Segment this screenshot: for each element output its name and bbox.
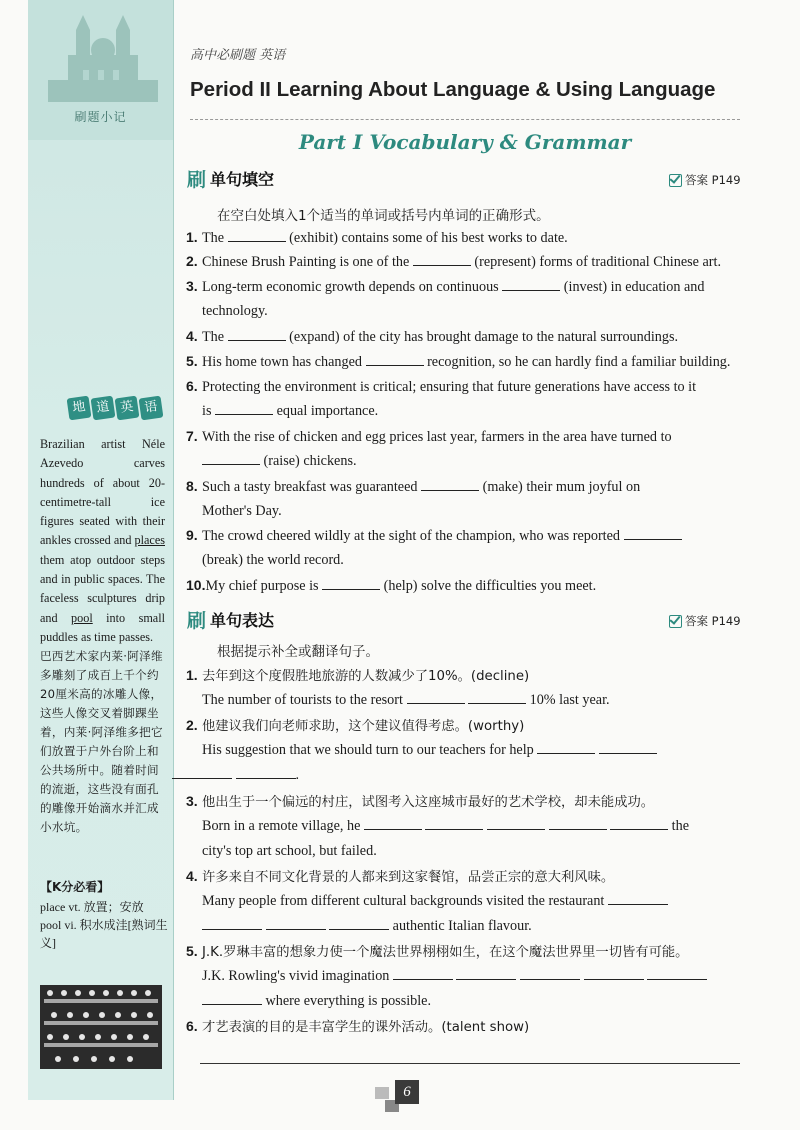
chinese-translation: 巴西艺术家内莱·阿泽维多雕刻了成百上千个约20厘米高的冰雕人像，这些人像交叉着脚踝坐着，内莱·阿泽维多把它们放置于户外台阶上和公共场所中。随着时间的流逝，这些没有面孔的雕像开始滴水并汇成小水坑。 bbox=[40, 649, 163, 834]
line-text: where everything is possible. bbox=[262, 993, 432, 1009]
vocab-note: pool vi. 积水成洼[熟词生义] bbox=[40, 918, 168, 950]
answer-reference bbox=[669, 613, 741, 629]
item-number: 4. bbox=[186, 328, 198, 344]
exercise-line bbox=[202, 452, 757, 470]
vocab-note: place vt. 放置；安放 bbox=[40, 900, 144, 914]
exercise-line bbox=[186, 1017, 741, 1037]
exercise-line bbox=[186, 377, 741, 396]
line-text: Long-term economic growth depends on continuous bbox=[202, 279, 503, 295]
english-passage bbox=[40, 435, 165, 647]
answer-blank[interactable] bbox=[266, 917, 326, 930]
answer-blank[interactable] bbox=[228, 229, 286, 242]
passage-text: them atop outdoor steps and in public spaces. The faceless sculptures drip and bbox=[40, 552, 165, 625]
exercise-line bbox=[186, 666, 741, 686]
line-text: The number of tourists to the resort bbox=[202, 692, 407, 708]
line-text: J.K. Rowling's vivid imagination bbox=[202, 968, 393, 984]
line-text: My chief purpose is bbox=[205, 578, 323, 594]
answer-blank[interactable] bbox=[172, 766, 232, 779]
answer-blank[interactable] bbox=[228, 328, 286, 341]
line-text: His home town has changed bbox=[202, 354, 366, 370]
line-text: (help) solve the difficulties you meet. bbox=[380, 578, 597, 594]
section-instruction: 根据提示补全或翻译句子。 bbox=[217, 644, 379, 660]
k-section-title: 【K分必看】 bbox=[40, 880, 110, 894]
item-number: 3. bbox=[186, 278, 198, 294]
item-number: 4. bbox=[186, 868, 198, 884]
item-number: 9. bbox=[186, 527, 198, 543]
item-number: 5. bbox=[186, 353, 198, 369]
badge-char: 地 bbox=[67, 396, 92, 421]
line-text: (raise) chickens. bbox=[260, 453, 357, 469]
exercise-line bbox=[202, 741, 757, 759]
line-text: Mother's Day. bbox=[202, 503, 282, 519]
exercise-line bbox=[202, 842, 757, 860]
exercise-line bbox=[186, 277, 741, 296]
item-number: 6. bbox=[186, 1018, 198, 1034]
exercise-line bbox=[186, 252, 741, 271]
line-text: The crowd cheered wildly at the sight of the champion, who was reported bbox=[202, 528, 624, 544]
line-text: Born in a remote village, he bbox=[202, 818, 364, 834]
answer-blank[interactable] bbox=[236, 766, 296, 779]
exercise-line bbox=[202, 551, 757, 569]
exercise-line bbox=[202, 917, 757, 935]
line-text: (exhibit) contains some of his best works to date. bbox=[285, 230, 568, 246]
answer-blank[interactable] bbox=[456, 967, 516, 980]
book-header: 高中必刷题 英语 bbox=[190, 48, 286, 63]
passage-text: Brazilian artist Néle Azevedo carves hundreds of about 20-centimetre-tall ice figures seated with their ankles crossed and bbox=[40, 437, 165, 548]
line-text: equal importance. bbox=[273, 403, 379, 419]
line-text: His suggestion that we should turn to our teachers for help bbox=[202, 742, 538, 758]
item-number: 8. bbox=[186, 478, 198, 494]
title-divider bbox=[190, 119, 740, 120]
underlined-word: pool bbox=[71, 610, 93, 625]
line-text: The bbox=[202, 230, 228, 246]
chinese-prompt: 他出生于一个偏远的村庄，试图考入这座城市最好的艺术学校，却未能成功。 bbox=[202, 795, 655, 810]
answer-blank[interactable] bbox=[520, 967, 580, 980]
line-text: city's top art school, but failed. bbox=[202, 843, 377, 859]
exercise-line bbox=[186, 477, 741, 496]
line-text: 10% last year. bbox=[526, 692, 610, 708]
exercise-line bbox=[202, 402, 757, 420]
exercise-line bbox=[186, 228, 741, 247]
item-number: 2. bbox=[186, 253, 198, 269]
answer-blank[interactable] bbox=[322, 577, 380, 590]
answer-blank[interactable] bbox=[584, 967, 644, 980]
line-text: the bbox=[668, 818, 690, 834]
line-text: . bbox=[295, 767, 300, 783]
section-title: 单句表达 bbox=[210, 611, 275, 630]
exercise-line bbox=[186, 867, 741, 887]
chinese-prompt: 他建议我们向老师求助，这个建议值得考虑。(worthy) bbox=[202, 719, 525, 734]
answer-blank[interactable] bbox=[608, 892, 668, 905]
line-text: Such a tasty breakfast was guaranteed bbox=[202, 479, 422, 495]
answer-blank[interactable] bbox=[502, 278, 560, 291]
line-text: recognition, so he can hardly find a familiar building. bbox=[423, 354, 731, 370]
answer-blank[interactable] bbox=[421, 478, 479, 491]
line-text: (expand) of the city has brought damage to the natural surroundings. bbox=[285, 329, 679, 345]
exercise-line bbox=[186, 427, 741, 446]
answer-blank[interactable] bbox=[202, 992, 262, 1005]
chinese-prompt: 许多来自不同文化背景的人都来到这家餐馆，品尝正宗的意大利风味。 bbox=[202, 870, 615, 885]
exercise-line bbox=[202, 302, 757, 320]
item-number: 2. bbox=[186, 717, 198, 733]
line-text: technology. bbox=[202, 303, 268, 319]
answer-blank[interactable] bbox=[468, 691, 526, 704]
line-text: (break) the world record. bbox=[202, 552, 344, 568]
exercise-line bbox=[202, 892, 757, 910]
exercise-line bbox=[186, 327, 741, 346]
page-number: 6 bbox=[395, 1080, 419, 1104]
underlined-word: places bbox=[134, 533, 165, 548]
chinese-prompt: 去年到这个度假胜地旅游的人数减少了10%。(decline) bbox=[202, 669, 530, 684]
exercise-line bbox=[186, 942, 741, 962]
page-number-decoration bbox=[375, 1087, 389, 1099]
answer-blank[interactable] bbox=[364, 817, 422, 830]
answer-blank[interactable] bbox=[393, 967, 453, 980]
answer-blank[interactable] bbox=[599, 741, 657, 754]
item-number: 7. bbox=[186, 428, 198, 444]
line-text: Chinese Brush Painting is one of the bbox=[202, 254, 413, 270]
ice-sculptures-photo bbox=[40, 985, 162, 1069]
line-text: Protecting the environment is critical; ensuring that future generations have access to it bbox=[202, 379, 697, 395]
exercise-line bbox=[202, 992, 757, 1010]
exercise-line bbox=[186, 526, 741, 545]
item-number: 6. bbox=[186, 378, 198, 394]
exercise-line bbox=[202, 817, 757, 835]
item-number: 1. bbox=[186, 229, 198, 245]
chinese-prompt: 才艺表演的目的是丰富学生的课外活动。(talent show) bbox=[202, 1020, 530, 1035]
section-title: 单句填空 bbox=[210, 170, 275, 189]
chinese-prompt: J.K.罗琳丰富的想象力使一个魔法世界栩栩如生，在这个魔法世界里一切皆有可能。 bbox=[202, 945, 689, 960]
item-number: 1. bbox=[186, 667, 198, 683]
answer-blank[interactable] bbox=[407, 691, 465, 704]
section-header-expression bbox=[187, 606, 274, 633]
answer-blank[interactable] bbox=[487, 817, 545, 830]
checkbox-icon bbox=[669, 615, 682, 628]
part-title: Part I Vocabulary & Grammar bbox=[298, 130, 632, 154]
line-text: (invest) in education and bbox=[560, 279, 705, 295]
exercise-line bbox=[202, 691, 757, 709]
brush-icon: 刷 bbox=[187, 610, 207, 632]
answer-blank[interactable] bbox=[549, 817, 607, 830]
exercise-line bbox=[186, 792, 741, 812]
answer-blank[interactable] bbox=[329, 917, 389, 930]
exercise-line bbox=[186, 716, 741, 736]
exercise-line bbox=[202, 502, 757, 520]
line-text: authentic Italian flavour. bbox=[389, 918, 532, 934]
page-title: Period II Learning About Language & Using Language bbox=[190, 78, 716, 101]
badge-char: 道 bbox=[91, 396, 116, 421]
checkbox-icon bbox=[669, 174, 682, 187]
answer-blank[interactable] bbox=[413, 253, 471, 266]
line-text: is bbox=[202, 403, 216, 419]
answer-blank[interactable] bbox=[202, 917, 262, 930]
answer-page: 答案 P149 bbox=[685, 173, 741, 187]
answer-write-line[interactable] bbox=[200, 1063, 740, 1064]
item-number: 5. bbox=[186, 943, 198, 959]
line-text: (represent) forms of traditional Chinese art. bbox=[470, 254, 721, 270]
answer-blank[interactable] bbox=[366, 353, 424, 366]
item-number: 3. bbox=[186, 793, 198, 809]
exercise-line bbox=[202, 967, 757, 985]
badge-char: 英 bbox=[115, 396, 140, 421]
badge-char: 语 bbox=[139, 396, 164, 421]
line-text: With the rise of chicken and egg prices last year, farmers in the area have turned to bbox=[202, 429, 672, 445]
answer-blank[interactable] bbox=[202, 452, 260, 465]
authentic-english-badge bbox=[68, 397, 162, 419]
item-number: 10. bbox=[186, 577, 206, 593]
section-header-fill-blank bbox=[187, 165, 274, 192]
answer-blank[interactable] bbox=[647, 967, 707, 980]
brush-icon: 刷 bbox=[187, 169, 207, 191]
passage-text: into small puddles as time passes. bbox=[40, 610, 165, 644]
answer-blank[interactable] bbox=[624, 527, 682, 540]
k-section-body bbox=[40, 898, 170, 952]
exercise-line bbox=[172, 766, 727, 784]
answer-blank[interactable] bbox=[537, 741, 595, 754]
answer-page: 答案 P149 bbox=[685, 614, 741, 628]
line-text: The bbox=[202, 329, 228, 345]
answer-reference bbox=[669, 172, 741, 188]
answer-blank[interactable] bbox=[215, 402, 273, 415]
section-instruction: 在空白处填入1个适当的单词或括号内单词的正确形式。 bbox=[217, 208, 550, 224]
sidebar-panel bbox=[28, 0, 174, 1100]
answer-blank[interactable] bbox=[425, 817, 483, 830]
line-text: Many people from different cultural backgrounds visited the restaurant bbox=[202, 893, 608, 909]
note-title: 刷题小记 bbox=[74, 110, 127, 124]
answer-blank[interactable] bbox=[610, 817, 668, 830]
exercise-line bbox=[186, 576, 741, 595]
exercise-line bbox=[186, 352, 741, 371]
line-text: (make) their mum joyful on bbox=[479, 479, 641, 495]
